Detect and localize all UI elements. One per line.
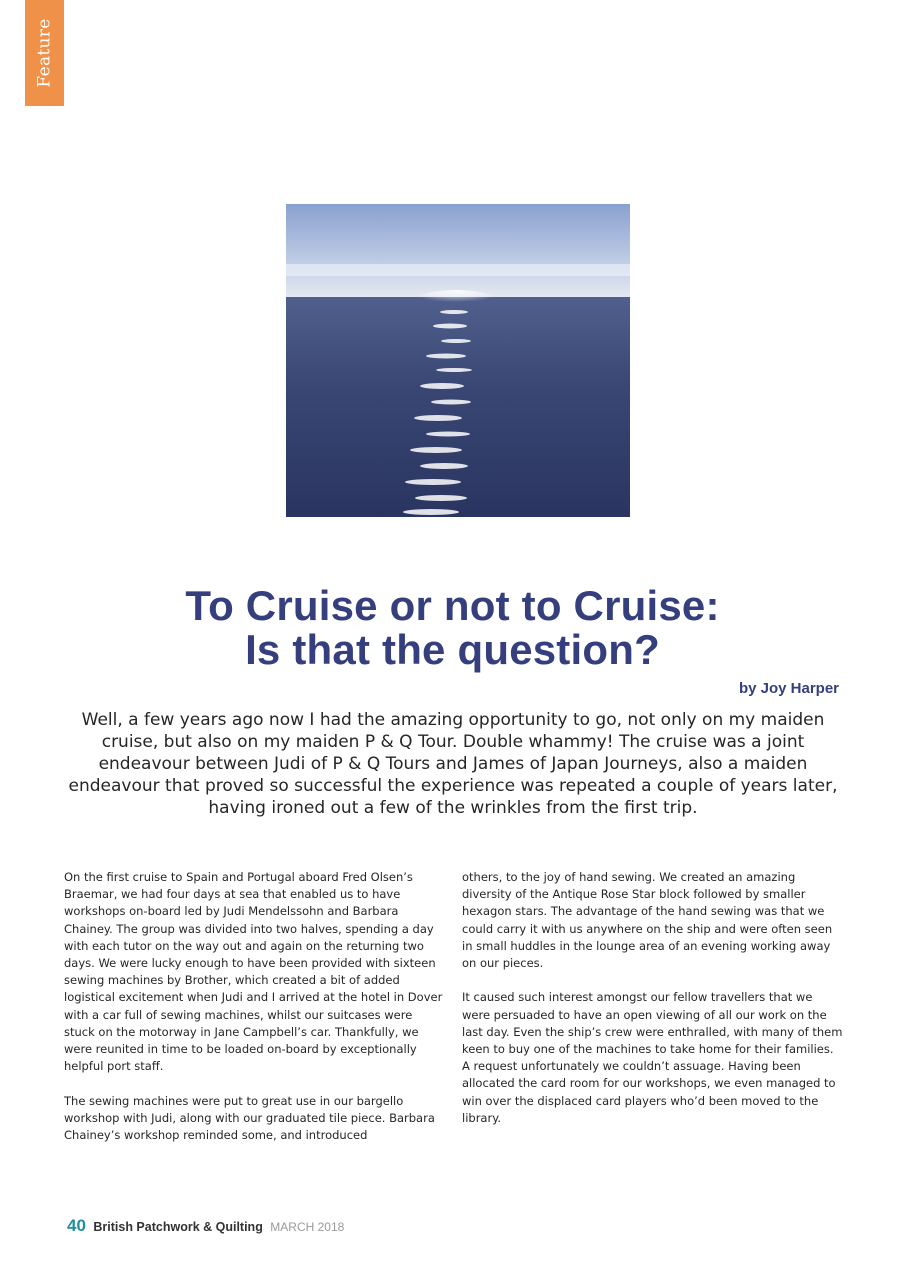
body-paragraph: On the first cruise to Spain and Portugal aboard Fred Olsen’s Braemar, we had four days at sea that enabled us to have workshops on-board led by Judi Mendelssohn and Barbara Chainey. The group was divided into two halves, spending a day with each tutor on the way out and again on the returning two days. We were lucky enough to have been provided with sixteen sewing machines by Brother, which created a bit of added logistical excitement when Judi and I arrived at the hotel in Dover with a car full of sewing machines, whilst our suitcases were stuck on the motorway in Jane Campbell’s car. Thankfully, we were reunited in time to be loaded on-board by exceptionally helpful port staff.: [64, 870, 443, 1074]
article-title: [0, 584, 905, 672]
body-paragraph: others, to the joy of hand sewing. We created an amazing diversity of the Antique Rose Star block followed by smaller hexagon stars. The advantage of the hand sewing was that we could carry it with us anywhere on the ship and were often seen in small huddles in the lounge area of an evening working away on our pieces.: [462, 870, 833, 971]
standfirst: Well, a few years ago now I had the amazing opportunity to go, not only on my maiden cruise, but also on my maiden P & Q Tour. Double whammy! The cruise was a joint endeavour between Judi of P & Q Tours and James of Japan Journeys, also a maiden endeavour that proved so successful the experience was repeated a couple of years later, having ironed out a few of the wrinkles from the first trip.: [68, 710, 838, 818]
page-number: 40: [67, 1216, 86, 1235]
article-title-line-1: To Cruise or not to Cruise:: [185, 582, 720, 629]
section-tab-label: Feature: [34, 18, 55, 88]
body-column-left: [64, 869, 446, 1161]
article-title-line-2: Is that the question?: [245, 626, 660, 673]
sea-horizon-photo: [286, 204, 630, 517]
section-tab: [25, 0, 64, 106]
magazine-name: British Patchwork & Quilting: [93, 1220, 263, 1234]
byline: by Joy Harper: [738, 680, 839, 697]
body-column-right: [462, 869, 844, 1144]
page-footer: [67, 1216, 344, 1236]
body-paragraph: The sewing machines were put to great use in our bargello workshop with Judi, along with our graduated tile piece. Barbara Chainey’s workshop reminded some, and introduced: [64, 1093, 435, 1143]
body-paragraph: It caused such interest amongst our fellow travellers that we were persuaded to have an open viewing of all our work on the last day. Even the ship’s crew were enthralled, with many of them keen to buy one of the machines to take home for their families. A request unfortunately we couldn’t assuage. Having been allocated the card room for our workshops, we even managed to win over the displaced card players who’d been moved to the library.: [462, 990, 843, 1125]
issue-date: MARCH 2018: [270, 1220, 345, 1234]
